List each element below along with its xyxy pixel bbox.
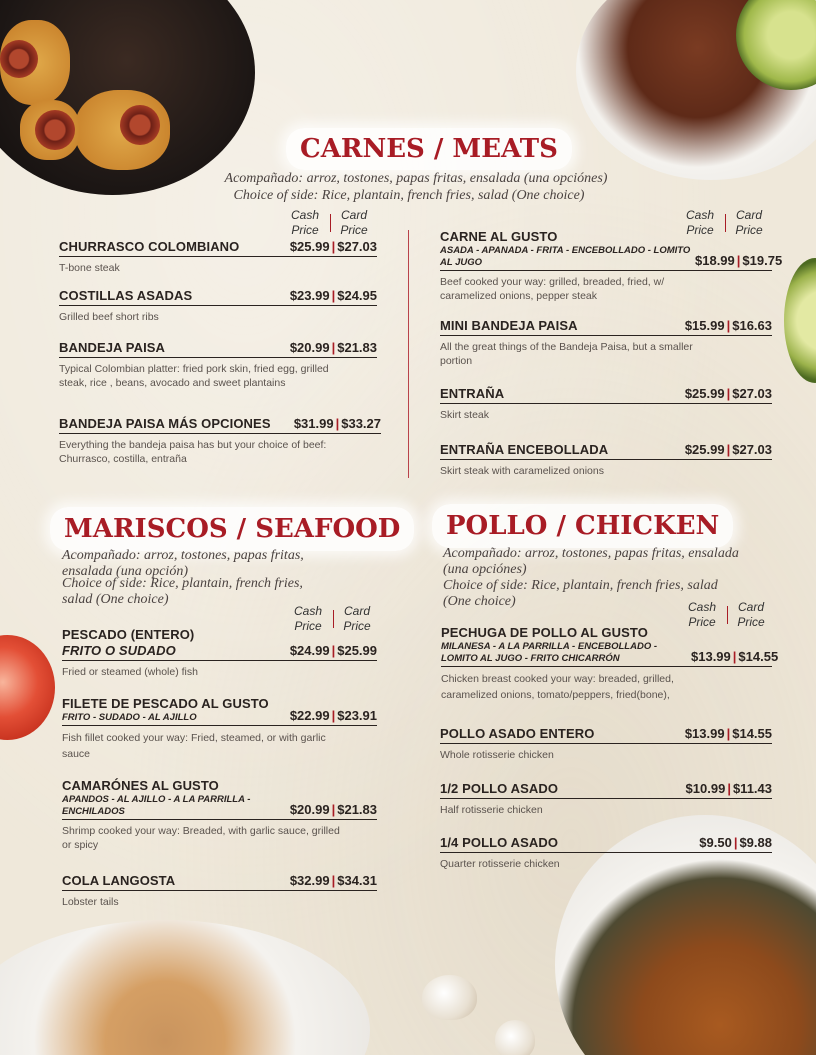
tomato-image <box>0 635 55 740</box>
item-name: ENTRAÑA <box>440 386 505 401</box>
item-price: $25.99 | $27.03 <box>684 442 772 457</box>
chicken-subtitle-en: Choice of side: Rice, plantain, french fries, salad (One choice) <box>443 578 718 609</box>
item-price: $13.99 | $14.55 <box>691 649 779 664</box>
item-price: $23.99 | $24.95 <box>289 288 377 303</box>
item-options: ASADA - APANADA - FRITA - ENCEBOLLADO - LOMITO AL JUGO <box>440 245 691 268</box>
card-price: $14.55 <box>738 649 779 664</box>
item-price: $32.99 | $34.31 <box>289 873 377 888</box>
card-price: $9.88 <box>739 835 772 850</box>
item-description: Skirt steak <box>440 409 490 421</box>
menu-item <box>62 873 377 909</box>
cash-price: $31.99 <box>293 416 334 431</box>
cash-price-header: Cash Price <box>293 604 322 633</box>
seafood-subtitle-es: Acompañado: arroz, tostones, papas fritas, ensalada (una opción) <box>62 548 304 579</box>
item-name: POLLO ASADO ENTERO <box>440 726 595 741</box>
item-description: Half rotisserie chicken <box>440 804 543 816</box>
item-options: FRITO O SUDADO <box>62 643 176 658</box>
item-name: ENTRAÑA ENCEBOLLADA <box>440 442 609 457</box>
garlic-image <box>422 975 477 1020</box>
item-price: $22.99 | $23.91 <box>289 708 377 723</box>
item-name: MINI BANDEJA PAISA <box>440 318 578 333</box>
item-price: $20.99 | $21.83 <box>289 340 377 355</box>
menu-item <box>59 239 377 275</box>
item-description: Fish fillet cooked your way: Fried, steamed, or with garlic sauce <box>62 732 326 760</box>
item-name: BANDEJA PAISA MÁS OPCIONES <box>59 416 271 431</box>
cash-price: $23.99 <box>289 288 330 303</box>
card-price-header: Card Price <box>340 208 368 237</box>
cash-price: $20.99 <box>289 802 330 817</box>
card-price: $27.03 <box>732 386 772 401</box>
menu-item <box>440 229 783 303</box>
meats-title: CARNES / MEATS <box>286 128 572 170</box>
item-name: COSTILLAS ASADAS <box>59 288 193 303</box>
card-price: $19.75 <box>742 253 783 268</box>
item-description: Lobster tails <box>62 896 119 908</box>
menu-item <box>440 781 772 817</box>
cash-price: $22.99 <box>289 708 330 723</box>
item-name: FILETE DE PESCADO AL GUSTO <box>62 696 269 711</box>
fish-plate-image <box>0 920 370 1055</box>
item-description: All the great things of the Bandeja Paisa, but a smaller portion <box>440 341 693 367</box>
menu-item <box>441 625 779 703</box>
item-options: APANDOS - AL AJILLO - A LA PARRILLA - ENCHILADOS <box>62 794 251 817</box>
card-price: $23.91 <box>337 708 377 723</box>
menu-item <box>59 416 381 466</box>
item-description: T-bone steak <box>59 262 120 274</box>
cash-price: $25.99 <box>289 239 330 254</box>
bandeja-pan-image <box>0 0 255 195</box>
item-price: $25.99 | $27.03 <box>289 239 377 254</box>
card-price: $14.55 <box>732 726 772 741</box>
cash-price: $15.99 <box>684 318 725 333</box>
item-description: Grilled beef short ribs <box>59 311 159 323</box>
card-price: $24.95 <box>337 288 377 303</box>
menu-item <box>62 696 377 762</box>
cash-price-header: Cash Price <box>687 600 716 629</box>
cash-price: $24.99 <box>289 643 330 658</box>
menu-item <box>440 386 772 422</box>
item-description: Whole rotisserie chicken <box>440 749 554 761</box>
card-price: $21.83 <box>337 340 377 355</box>
cash-price: $20.99 <box>289 340 330 355</box>
menu-item <box>440 835 772 871</box>
garlic-image <box>495 1020 535 1055</box>
item-price: $18.99 | $19.75 <box>695 253 783 268</box>
card-price: $25.99 <box>337 643 377 658</box>
avocado-image <box>784 258 816 383</box>
cash-price: $13.99 <box>691 649 731 664</box>
item-description: Fried or steamed (whole) fish <box>62 666 198 678</box>
cash-price: $32.99 <box>289 873 330 888</box>
card-price: $33.27 <box>341 416 381 431</box>
item-name: CAMARÓNES AL GUSTO <box>62 778 219 793</box>
item-price: $25.99 | $27.03 <box>684 386 772 401</box>
card-price: $16.63 <box>732 318 772 333</box>
item-price: $15.99 | $16.63 <box>684 318 772 333</box>
cash-price: $9.50 <box>699 835 732 850</box>
card-price-header: Card Price <box>343 604 371 633</box>
cash-price: $25.99 <box>684 442 725 457</box>
item-name: CHURRASCO COLOMBIANO <box>59 239 240 254</box>
card-price: $21.83 <box>337 802 377 817</box>
item-description: Chicken breast cooked your way: breaded, grilled, caramelized onions, tomato/peppers, fried(bone), <box>441 673 674 701</box>
item-price: $9.50 | $9.88 <box>699 835 772 850</box>
item-description: Beef cooked your way: grilled, breaded, fried, w/ caramelized onions, pepper steak <box>440 276 665 302</box>
item-description: Everything the bandeja paisa has but your choice of beef: Churrasco, costilla, entraña <box>59 439 327 465</box>
menu-item <box>440 726 772 762</box>
item-price: $31.99 | $33.27 <box>293 416 381 431</box>
card-price: $11.43 <box>732 781 772 796</box>
item-price: $24.99 | $25.99 <box>289 643 377 658</box>
item-name: BANDEJA PAISA <box>59 340 166 355</box>
item-name: 1/4 POLLO ASADO <box>440 835 559 850</box>
menu-item <box>440 318 772 368</box>
seafood-subtitle-en: Choice of side: Rice, plantain, french fries, salad (One choice) <box>62 576 303 607</box>
item-price: $13.99 | $14.55 <box>684 726 772 741</box>
item-description: Typical Colombian platter: fried pork skin, fried egg, grilled steak, rice , beans, avocado and sweet plantains <box>59 363 329 389</box>
cash-price: $18.99 <box>695 253 735 268</box>
item-description: Shrimp cooked your way: Breaded, with garlic sauce, grilled or spicy <box>62 825 340 851</box>
seafood-title: MARISCOS / SEAFOOD <box>50 507 414 551</box>
item-options: MILANESA - A LA PARRILLA - ENCEBOLLADO - LOMITO AL JUGO - FRITO CHICARRÓN <box>441 641 658 664</box>
item-name: COLA LANGOSTA <box>62 873 176 888</box>
cash-price: $10.99 <box>685 781 726 796</box>
menu-item <box>62 778 377 852</box>
item-options: FRITO - SUDADO - AL AJILLO <box>62 712 197 723</box>
meats-subtitle-es: Acompañado: arroz, tostones, papas fritas, ensalada (una opciónes) <box>224 171 608 186</box>
menu-item <box>59 288 377 324</box>
menu-item <box>440 442 772 478</box>
item-name: PESCADO (ENTERO) <box>62 627 195 642</box>
item-price: $10.99 | $11.43 <box>685 781 772 796</box>
chicken-subtitle-es: Acompañado: arroz, tostones, papas fritas, ensalada (una opciónes) <box>443 546 739 577</box>
cash-price-header: Cash Price <box>685 208 714 237</box>
meats-subtitle-en: Choice of side: Rice, plantain, french fries, salad (One choice) <box>233 188 585 203</box>
item-price: $20.99 | $21.83 <box>289 802 377 817</box>
item-name: CARNE AL GUSTO <box>440 229 558 244</box>
card-price: $27.03 <box>732 442 772 457</box>
card-price-header: Card Price <box>737 600 765 629</box>
menu-item <box>59 340 377 390</box>
meats-price-header-left <box>288 208 371 238</box>
item-description: Skirt steak with caramelized onions <box>440 465 604 477</box>
steak-plate-image <box>576 0 816 180</box>
card-price: $34.31 <box>337 873 377 888</box>
card-price-header: Card Price <box>735 208 763 237</box>
card-price: $27.03 <box>337 239 377 254</box>
item-name: PECHUGA DE POLLO AL GUSTO <box>441 625 648 640</box>
menu-item <box>62 627 377 679</box>
cash-price-header: Cash Price <box>290 208 319 237</box>
chicken-title: POLLO / CHICKEN <box>432 504 733 548</box>
item-description: Quarter rotisserie chicken <box>440 858 560 870</box>
cash-price: $25.99 <box>684 386 725 401</box>
item-name: 1/2 POLLO ASADO <box>440 781 559 796</box>
cash-price: $13.99 <box>684 726 725 741</box>
column-divider <box>408 230 409 478</box>
